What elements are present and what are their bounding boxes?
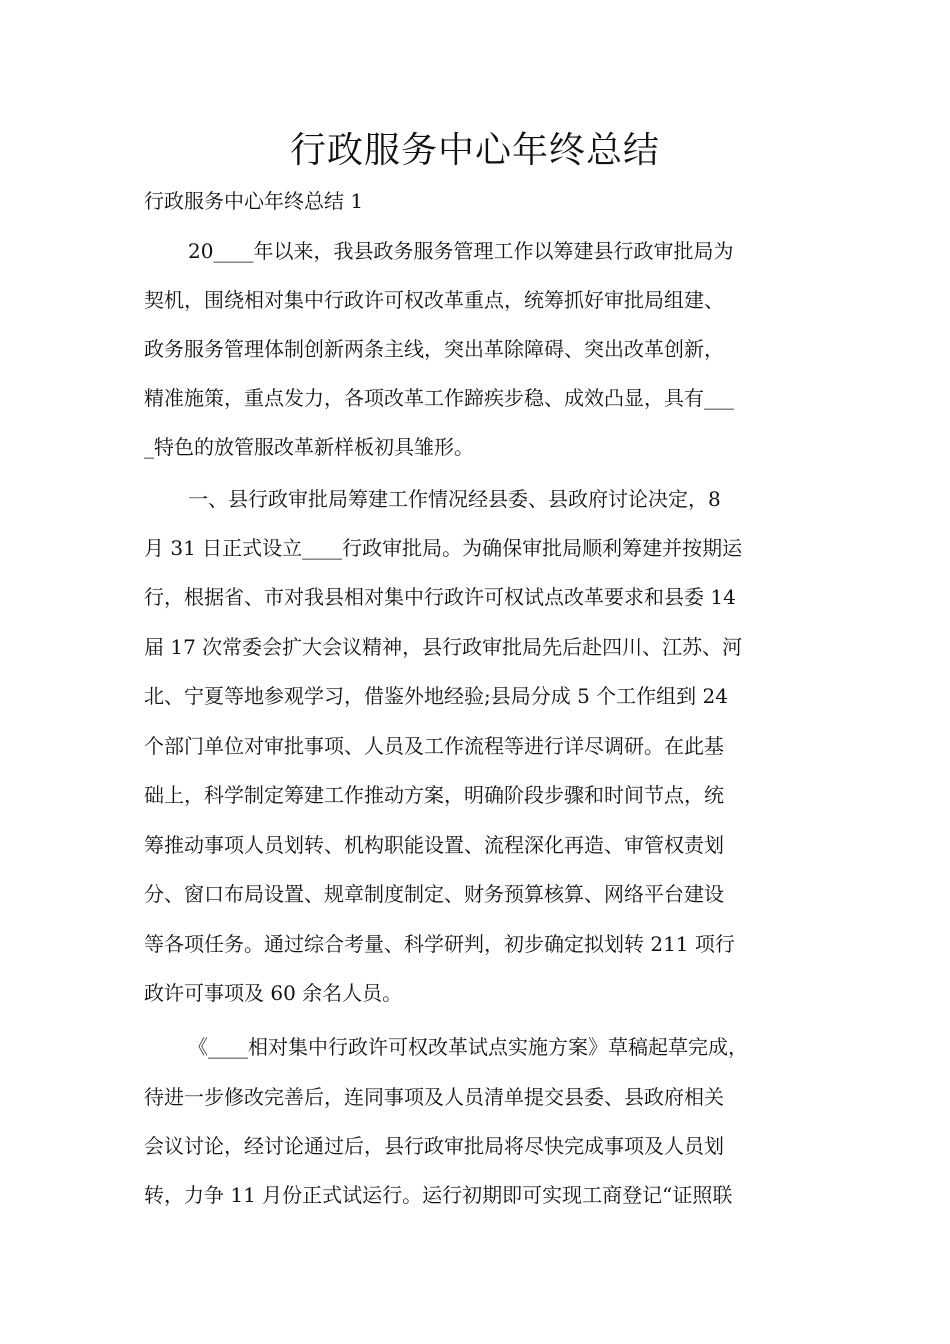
paragraph-2-line-1: 一、县行政审批局筹建工作情况经县委、县政府讨论决定，8 bbox=[188, 487, 721, 511]
paragraph-2-line-4: 届 17 次常委会扩大会议精神，县行政审批局先后赴四川、江苏、河 bbox=[144, 635, 743, 659]
paragraph-2-line-10: 等各项任务。通过综合考量、科学研判，初步确定拟划转 211 项行 bbox=[144, 932, 735, 956]
section-subtitle: 行政服务中心年终总结 1 bbox=[144, 189, 364, 213]
paragraph-1-line-2: 契机，围绕相对集中行政许可权改革重点，统筹抓好审批局组建、 bbox=[144, 288, 724, 312]
paragraph-1-line-4: 精准施策，重点发力，各项改革工作蹄疾步稳、成效凸显，具有___ bbox=[144, 386, 734, 410]
paragraph-3-line-4: 转，力争 11 月份正式试运行。运行初期即可实现工商登记“证照联 bbox=[144, 1183, 733, 1207]
paragraph-3-line-1: 《____相对集中行政许可权改革试点实施方案》草稿起草完成， bbox=[188, 1035, 748, 1059]
paragraph-2-line-11: 政许可事项及 60 余名人员。 bbox=[144, 981, 403, 1005]
paragraph-1-line-3: 政务服务管理体制创新两条主线，突出革除障碍、突出改革创新， bbox=[144, 337, 724, 361]
paragraph-1-line-5: _特色的放管服改革新样板初具雏形。 bbox=[144, 435, 474, 459]
paragraph-3-line-3: 会议讨论，经讨论通过后，县行政审批局将尽快完成事项及人员划 bbox=[144, 1134, 724, 1158]
paragraph-2-line-7: 础上，科学制定筹建工作推动方案，明确阶段步骤和时间节点，统 bbox=[144, 783, 724, 807]
paragraph-2-line-5: 北、宁夏等地参观学习，借鉴外地经验;县局分成 5 个工作组到 24 bbox=[144, 684, 728, 708]
paragraph-1-line-1: 20____年以来，我县政务服务管理工作以筹建县行政审批局为 bbox=[188, 239, 734, 263]
paragraph-2-line-9: 分、窗口布局设置、规章制度制定、财务预算核算、网络平台建设 bbox=[144, 882, 724, 906]
paragraph-2-line-6: 个部门单位对审批事项、人员及工作流程等进行详尽调研。在此基 bbox=[144, 734, 724, 758]
paragraph-2-line-2: 月 31 日正式设立____行政审批局。为确保审批局顺利筹建并按期运 bbox=[144, 536, 743, 560]
paragraph-2-line-3: 行，根据省、市对我县相对集中行政许可权试点改革要求和县委 14 bbox=[144, 585, 736, 609]
document-title: 行政服务中心年终总结 bbox=[289, 130, 660, 171]
paragraph-3-line-2: 待进一步修改完善后，连同事项及人员清单提交县委、县政府相关 bbox=[144, 1085, 724, 1109]
paragraph-2-line-8: 筹推动事项人员划转、机构职能设置、流程深化再造、审管权责划 bbox=[144, 833, 724, 857]
